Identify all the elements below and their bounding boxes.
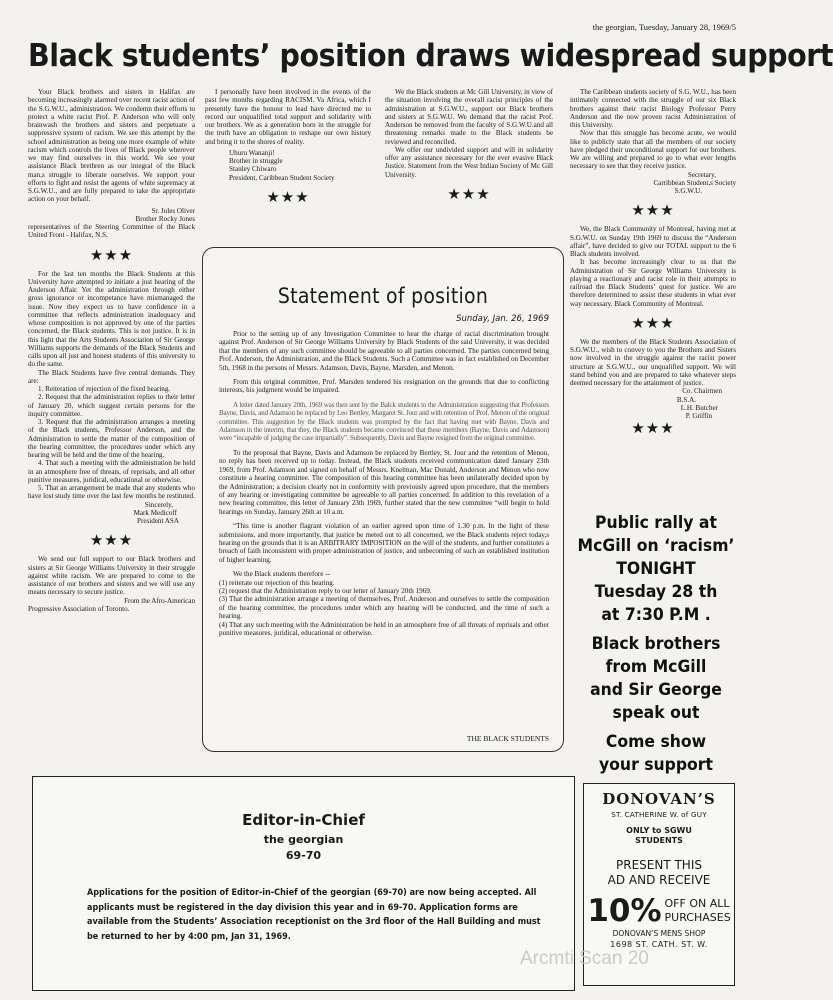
ad-restriction: ONLY to SGWU bbox=[626, 826, 692, 835]
watermark: Arcmti Scan 20 bbox=[520, 948, 649, 969]
halifax-letter: Your Black brothers and sisters in Halifax are becoming increasingly alarmed over recent racist action of the S.G.W.U., administration. We condemn their efforts to protect a white racist Prof. P. Anderson who will only brainwash the brothers and sisters and perpetuate a suppressive system of racism. We see this attempt by the school administration as being one more example of white racism which controls the lives of Black people wherever we may find ourselves in this world. We see your assistance Black brethren as our integral of the Black man,s struggle to liberate ourselves. We support your efforts to fight and resist the agents of white supremacy at S.G.W.U., and are fully prepared to take the appropriate action on your behalf. bbox=[28, 88, 195, 204]
stars-divider: ★★★ bbox=[266, 187, 310, 206]
statement-title: Statement of position bbox=[277, 284, 489, 308]
ad-discount-line: OFF ON ALL bbox=[664, 897, 730, 910]
statement-list-item: (2) request that the Administration reply to our letter of January 20th 1969. bbox=[219, 586, 432, 595]
signature-org: Progressive Association of Toronto. bbox=[28, 604, 130, 613]
signature: From the Afro-American bbox=[124, 596, 195, 605]
signature: L.H. Butcher bbox=[680, 403, 718, 412]
mcgill-letter-cont: We offer our undivided support and will in solidarity offer any assistance necessary for the ever evasive Black Justice. Statement from the West Indian Society of Mc Gill University. bbox=[385, 145, 553, 179]
stars-divider: ★★★ bbox=[631, 201, 675, 220]
asa-letter: For the last ten months the Black Students at this University have attempted to initiate a just hearing of the Anderson Affair. Yet the administration through either gross ignorance or incompetance have mismanaged the issue. Now they expect us to have confidence in a committee that reflects administration inadequacy and whose composition is not approved by one of the parties concerned, the Black students. This is not justice. It is in this light that the Arts Students Association of Sir George Williams supports the demands of the Black Students and calls upon all just and honest students of this university to do the same. bbox=[28, 269, 195, 369]
notice-body: Applications for the position of Editor-in-Chief of the georgian (69-70) are now being accepted. All applicants must be registered in the day division this year and in 69-70. Application forms are available from the Students’ Association receptionist on the 3rd floor of the Hall Building and must be returned to her by 4:00 pm, Jan 31, 1969. bbox=[87, 888, 541, 942]
stars-divider: ★★★ bbox=[447, 184, 491, 203]
signature: Brother in struggle bbox=[229, 157, 283, 165]
rally-line: Tuesday 28 th bbox=[594, 582, 718, 602]
rally-line: McGill on ‘racism’ bbox=[577, 536, 735, 556]
mcgill-letter: We the Black students at Mc Gill University, in view of the situation involving the overall racist principles of the administration at S.G.W.U., support our Black brothers and sisters at S.G.W.U. We demand that the racist Prof. Anderson be removed from the faculty of S.G.W.U.and all threatening remarks made to the Black students be reviewed and reconciled. bbox=[385, 88, 553, 146]
stars-divider: ★★★ bbox=[631, 419, 675, 437]
statement-paragraph: Prior to the setting up of any Investigation Committee to hear the charge of racial discrimination brought against Prof. Anderson of Sir George Williams University by Black Students of the said University, it was decided that the members of any such committee should be agreeable to all parties concerned. The parties concerned being Prof. Anderson, the Administration, and the Black Students. Such a Committee was in fact established on December 5th, 1968 in the persons of Messrs. Adamson, Davis, Bayne, Marsden, and Menon. bbox=[219, 330, 549, 372]
signature: Stanley Chiwaro bbox=[229, 165, 277, 174]
ad-present: PRESENT THIS bbox=[616, 858, 702, 872]
ad-store-name: DONOVAN’S bbox=[602, 790, 716, 808]
demands-intro: The Black Students have five central demands. They are: bbox=[28, 368, 195, 385]
editor-in-chief-notice bbox=[32, 776, 575, 991]
statement-list-item: (3) That the administration arrange a meeting of themselves, Prof. Anderson and ourselves to settle the composition of the hearing committee, the procedures under which any hearing will be conducted, and the time of such a hearing. bbox=[219, 595, 549, 621]
signature: Sr. Jules Oliver bbox=[151, 206, 195, 215]
notice-subtitle: the georgian bbox=[263, 833, 344, 846]
column-1 bbox=[28, 88, 195, 613]
rally-line: Black brothers bbox=[591, 634, 721, 654]
demand-item: 5. That an arrangement be made that any students who have lost study time over the last few months be restituted. bbox=[28, 484, 195, 501]
signature: B.S.A. bbox=[676, 395, 696, 404]
signature: Mark Medicoff bbox=[133, 508, 177, 517]
statement-of-position-box bbox=[202, 247, 564, 752]
demand-item: 4. That such a meeting with the administration be held in an atmosphere free of threats, of reprisals, and all other punitive measures, juridical, educational or otherwise. bbox=[28, 459, 195, 484]
rally-line: at 7:30 P.M . bbox=[601, 605, 711, 625]
statement-body bbox=[219, 330, 549, 637]
stars-divider: ★★★ bbox=[89, 245, 134, 264]
notice-title: Editor-in-Chief bbox=[242, 811, 365, 829]
statement-date: Sunday, Jan. 26, 1969 bbox=[456, 314, 549, 324]
statement-paragraph: We the Black students therefore -- bbox=[233, 570, 330, 579]
signature: President ASA bbox=[137, 517, 179, 525]
rally-line: and Sir George bbox=[590, 680, 722, 700]
ad-present: AD AND RECEIVE bbox=[607, 873, 711, 887]
rally-line: Public rally at bbox=[595, 513, 717, 533]
demand-item: 1. Reiteration of rejection of the fixed hearing. bbox=[38, 385, 171, 393]
rally-line: speak out bbox=[612, 703, 700, 723]
rally-notice bbox=[568, 512, 744, 777]
caribbean-society-letter-cont: Now that this struggle has become acute, we would like to publicly state that all the members of our society have pledged their unconditional support for our brothers. We are willing and prepared to go to what ever lengths necessary to see that they receive justice. bbox=[570, 129, 736, 171]
ad-discount-text bbox=[665, 897, 731, 925]
bsa-letter: We the members of the Black Students Association of S.G.W.U., wish to convey to you the Brothers and Sisters now involved in the struggle against the racist power structure at S.G.W.U., our unqualified support. We will stand behind you and are prepared to take whatever steps deemed necessary for the attainment of justice. bbox=[570, 337, 736, 387]
statement-list-item: (4) That any such meeting with the Administration be held in an atmosphere free of all threats of reprisals and other punitive measures, juridical, educational or otherwise. bbox=[219, 620, 549, 637]
rally-line: from McGill bbox=[605, 657, 707, 677]
signature: Uhuru Wananji! bbox=[229, 148, 275, 157]
stars-divider: ★★★ bbox=[89, 531, 134, 550]
demand-item: 2. Request that the administration replies to their letter of January 20, which suggest certain persons for the inquiry committee. bbox=[28, 393, 195, 418]
rally-line: Come show bbox=[605, 732, 707, 752]
montreal-community-letter: We, the Black Community of Montreal, having met at S.G.W.U. on Sunday 19th 1969 to discuss the “Anderson affair”, have decided to give our TOTAL support to the 6 Black students involved. bbox=[570, 225, 736, 258]
statement-paragraph: To the proposal that Bayne, Davis and Adamson be replaced by Bertley, St. Jour and the retention of Menon, no reply has been received up to today. Instead, the Black students received communication dated January 23th 1969, from Prof. Adamson and signed on behalf of Messrs. Knelman, Mac Donald, Anderson and Menon who now constitute a hearing committee. The composition of this hearing committee has been unilaterally decided upon by the Administration; a decision clearly not in conformity with previously agreed upon procedure, that the members of any hearing or investigating committee be agreeable to all parties concerned. In addition to this revelation of a new hearing committee, this letter of January 23th 1969, further stated that the new committee “will begin to hold hearings on Sunday, January 26th at 10 a.m. bbox=[219, 448, 549, 516]
signature: Sincerely, bbox=[144, 500, 173, 509]
ad-address: 1698 ST. CATH. ST. W. bbox=[610, 940, 708, 949]
rally-line: your support bbox=[598, 755, 713, 775]
notice-year: 69-70 bbox=[285, 849, 322, 862]
signature: S.G.W.U. bbox=[674, 187, 702, 195]
signature: President, Caribbean Student Society bbox=[229, 173, 335, 182]
statement-paragraph: From this original committee, Prof. Marsden tendered his resignation on the grounds that due to conflicting interests, his judgment would be impaired. bbox=[219, 378, 549, 395]
ad-restriction: STUDENTS bbox=[635, 836, 683, 845]
column-4 bbox=[570, 88, 736, 443]
caribbean-society-letter: The Caribbean students society of S.G. W.U., has been intimately connected with the struggle of our six Black brothers against their racist Biology Professor Perry Anderson and the now proven racist Administration of this University. bbox=[570, 88, 736, 129]
signature: Brother Rocky Jones bbox=[135, 214, 195, 223]
ad-discount bbox=[584, 893, 734, 929]
signature: Carribbean Student,s Society bbox=[653, 178, 736, 187]
statement-list-item: (1) reiterate our rejection of this hearing. bbox=[219, 578, 335, 587]
ad-discount-line: PURCHASES bbox=[664, 911, 731, 924]
signature-org: representatives of the Steering Committee of the Black United Front - Halifax, N.S. bbox=[28, 223, 195, 240]
statement-paragraph: “This time is another flagrant violation of an earlier agreed upon time of 1.30 p.m. In the light of these submissions, and more importantly, that justice be meted out to all concerned, we the Black students reject today,s hearing on the grounds that it is an ARBITRARY IMPOSITION on the will of the students, and further constitutes a breach of faith inconsistent with proper administration of justice, and unbecoming of such an established institution of higher learning. bbox=[219, 522, 549, 564]
statement-signature: THE BLACK STUDENTS bbox=[466, 734, 549, 743]
signature: Co. Chairmen bbox=[682, 387, 722, 396]
rally-line: TONIGHT bbox=[616, 559, 696, 579]
column-3 bbox=[385, 88, 553, 209]
signature: P. Griffin bbox=[685, 412, 712, 420]
ad-shop-name: DONOVAN’S MENS SHOP bbox=[612, 929, 706, 938]
headline: Black students’ position draws widespread support bbox=[28, 38, 833, 74]
signature: Secretary, bbox=[687, 170, 716, 179]
page-folio: the georgian, Tuesday, January 28, 1969/5 bbox=[592, 22, 736, 32]
toronto-letter: We send our full support to our Black brothers and sisters at Sir George Williams University in their struggle against white racism. We are prepared to come to the assistance of our brothers and sisters and we will use any means necessary to secure justice. bbox=[28, 555, 195, 597]
montreal-community-letter-cont: It has become increasingly clear to us that the Administration of Sir George Williams University is playing a reactionary and racist role in their attempts to railroad the Black Students’ quest for justice. We are therefore determined to assist these students in what ever way necessary. Black Community of Montreal. bbox=[570, 258, 736, 308]
demand-item: 3. Request that the administration arranges a meeting of the Black students, Professor Anderson, and the Administration to settle the matter of the composition of the hearing committee, the procedures under which any hearing will be held and the time of the hearing. bbox=[28, 418, 195, 459]
ad-discount-percent: 10% bbox=[587, 893, 662, 929]
statement-paragraph: A letter dated January 20th, 1969 was then sent by the Balck students to the Administration suggesting that Professors Bayne, Davis, and Adamson be replaced by Leo Bertley, Margaret St. Jour and with retention of Prof. Menon of the original committee. This suggestion by the Black students was prompted by the fact that having met with Bayne, Davis and Adamson in the interim, that they, the Black students became convinced that these members (Bayne, Davis and Adamson) were “incapable of judging the case impartially”. Subsequently, Davis and Bayne resigned from the original committee. bbox=[219, 400, 549, 443]
column-2 bbox=[205, 88, 371, 212]
caribbean-president-letter: I personally have been involved in the events of the past few months regarding RACISM. Va Africa, which I presently have the honour to lead have directed me to record our unqualified total support and solidarity with our brothers. We as a generation born in the struggle for the truth have an obligation to reshape our own history and bring it to the shores of reality. bbox=[205, 88, 371, 146]
stars-divider: ★★★ bbox=[631, 313, 675, 332]
ad-street: ST. CATHERINE W. of GUY bbox=[611, 810, 707, 819]
